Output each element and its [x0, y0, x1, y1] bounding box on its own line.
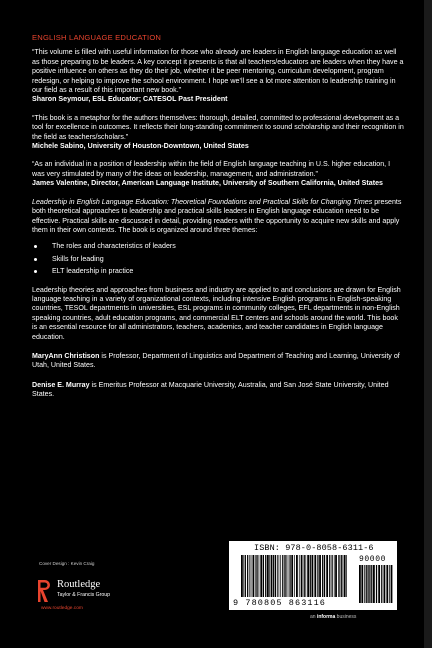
barcode-bar — [344, 555, 346, 597]
author-name: MaryAnn Christison — [32, 351, 100, 360]
publisher-url[interactable]: www.routledge.com — [41, 606, 83, 611]
publisher-group: Taylor & Francis Group — [57, 592, 111, 598]
barcode-bar — [267, 555, 269, 597]
barcode-bar — [277, 555, 278, 597]
endorsement-attribution: Sharon Seymour, ESL Educator; CATESOL Past President — [32, 95, 228, 104]
endorsement-attribution: James Valentine, Director, American Language Institute, University of Southern California, United States — [32, 179, 383, 188]
routledge-logo-icon — [37, 579, 51, 603]
barcode-bar — [384, 565, 386, 603]
endorsement-text: “This book is a metaphor for the authors themselves: thorough, detailed, committed to professional development as a tool for excellence in outcomes. It reflects their long-standing commitment to sound scholarship and their recognition in the field as teachers/scholars.” — [32, 113, 404, 141]
barcode-bar — [304, 555, 305, 597]
endorsement-2 — [32, 114, 404, 152]
publisher-name: Routledge — [57, 579, 101, 590]
author-bio-text: is Professor, Department of Linguistics and Department of Teaching and Learning, University of Utah, United States. — [32, 351, 400, 370]
barcode-bar — [378, 565, 380, 603]
barcode-bar — [299, 555, 300, 597]
barcode-bar — [253, 555, 255, 597]
barcode-bar — [285, 555, 286, 597]
endorsement-1 — [32, 48, 404, 104]
barcode-bar — [343, 555, 344, 597]
endorsement-text: “As an individual in a position of leadership within the field of English language teaching in U.S. higher education, I was very stimulated by many of the ideas on leadership, management, and administration.” — [32, 160, 391, 178]
barcode-bar — [284, 555, 285, 597]
barcode-bar — [291, 555, 293, 597]
barcode-bar — [317, 555, 318, 597]
author-bio-text: is Emeritus Professor at Macquarie University, Australia, and San José State University, United States. — [32, 380, 389, 399]
barcode-bar — [371, 565, 372, 603]
cover-design-credit: Cover Design : Kevin Craig — [39, 561, 95, 566]
ean-digits: 9 780805 863116 — [233, 598, 327, 608]
barcode-bar — [339, 555, 340, 597]
barcode-bar — [273, 555, 274, 597]
barcode-bar — [289, 555, 290, 597]
barcode-bar — [389, 565, 390, 603]
barcode-bar — [335, 555, 337, 597]
barcode-bar — [322, 555, 323, 597]
barcode-bar — [275, 555, 276, 597]
barcode-bar — [245, 555, 246, 597]
barcode-bar — [367, 565, 368, 603]
endorsement-3 — [32, 160, 404, 188]
barcode-bar — [260, 555, 262, 597]
author-bio-2 — [32, 381, 404, 400]
barcode-bar — [391, 565, 393, 603]
barcode-bar — [319, 555, 321, 597]
barcode-bar — [305, 555, 306, 597]
informa-tagline — [310, 614, 356, 620]
barcode-bar — [307, 555, 309, 597]
barcode-bar — [259, 555, 260, 597]
barcode-bar — [324, 555, 325, 597]
tagline-brand: informa — [316, 614, 336, 620]
tagline-suffix: business — [335, 614, 357, 620]
barcode-bar — [251, 555, 252, 597]
barcode-bar — [279, 555, 280, 597]
barcode-bar — [334, 555, 335, 597]
barcode-bar — [338, 555, 339, 597]
barcode-bar — [369, 565, 370, 603]
description-text: presents both theoretical approaches to leadership and practical skills leaders in English language education need to be effective. Practical skills are discussed in detail, providing readers with the opportunity to acquire new skills and apply them in their own contexts. The book is organized around three themes: — [32, 197, 402, 234]
back-cover-text — [32, 33, 404, 410]
barcode-bar — [326, 555, 328, 597]
list-item: Skills for leading — [32, 255, 404, 264]
barcode-bar — [249, 555, 250, 597]
barcode-bar — [265, 555, 266, 597]
barcode-bar — [301, 555, 303, 597]
barcode-bar — [269, 555, 270, 597]
barcode-bar — [257, 555, 258, 597]
barcode-bar — [271, 555, 273, 597]
list-item: ELT leadership in practice — [32, 267, 404, 276]
barcode-bar — [329, 555, 330, 597]
summary-paragraph: Leadership theories and approaches from business and industry are applied to and conclusions are drawn for English language teaching in a variety of organizational contexts, including intensive English programs in English-speaking countries, TESOL departments in universities, ESL programs in community colleges, EFL departments in non-English speaking countries, adult education programs, and commercial ELT centers and schools around the world. This book is an essential resource for all administrators, teachers, academics, and teacher candidates in English language education. — [32, 285, 401, 341]
barcode-bar — [361, 565, 363, 603]
barcode-bar — [288, 555, 289, 597]
price-addon-digits: 90000 — [359, 555, 387, 564]
barcode-bar — [381, 565, 382, 603]
author-bio-1 — [32, 352, 404, 371]
barcode-bar — [332, 555, 333, 597]
barcode-bar — [314, 555, 316, 597]
edge-strip — [424, 0, 432, 648]
barcode-bar — [310, 555, 311, 597]
themes-list — [32, 242, 404, 276]
barcode-bar — [263, 555, 264, 597]
list-item: The roles and characteristics of leaders — [32, 242, 404, 251]
barcode-bar — [241, 555, 243, 597]
barcode-bar — [255, 555, 256, 597]
barcode-bar — [366, 565, 367, 603]
barcode-bar — [386, 565, 388, 603]
barcode-bar — [346, 555, 347, 597]
tagline-prefix: an — [310, 614, 317, 620]
endorsement-attribution: Michele Sabino, University of Houston-Downtown, United States — [32, 142, 249, 151]
isbn-number: ISBN: 978-0-8058-6311-6 — [254, 543, 374, 553]
author-name: Denise E. Murray — [32, 380, 90, 389]
barcode-bar — [312, 555, 314, 597]
book-title: Leadership in English Language Education: Theoretical Foundations and Practical Skills for Changing Times — [32, 197, 373, 206]
publisher-block — [37, 577, 147, 617]
barcode-bar — [373, 565, 375, 603]
barcode-bar — [376, 565, 377, 603]
book-description — [32, 198, 404, 236]
barcode-label — [229, 541, 397, 610]
barcode-bar — [294, 555, 295, 597]
barcode-bar — [243, 555, 244, 597]
barcode-bar — [359, 565, 361, 603]
barcode-bar — [341, 555, 342, 597]
barcode-bar — [280, 555, 281, 597]
subject-heading: ENGLISH LANGUAGE EDUCATION — [32, 33, 162, 42]
barcode-bar — [247, 555, 248, 597]
description-paragraph — [32, 198, 404, 236]
barcode-bar — [282, 555, 283, 597]
endorsement-text: “This volume is filled with useful information for those who already are leaders in English language education as well as those preparing to be leaders. A key concept it presents is that all teachers/educators are leaders when they have a positive influence on others as they do their job, whether it be peer mentoring, curriculum development, program redesign, or helping to improve the school environment. I hope we’ll see a lot more attention to leadership training in our field as a result of this important new book.” — [32, 48, 404, 95]
barcode-bar — [364, 565, 365, 603]
barcode-bar — [296, 555, 298, 597]
